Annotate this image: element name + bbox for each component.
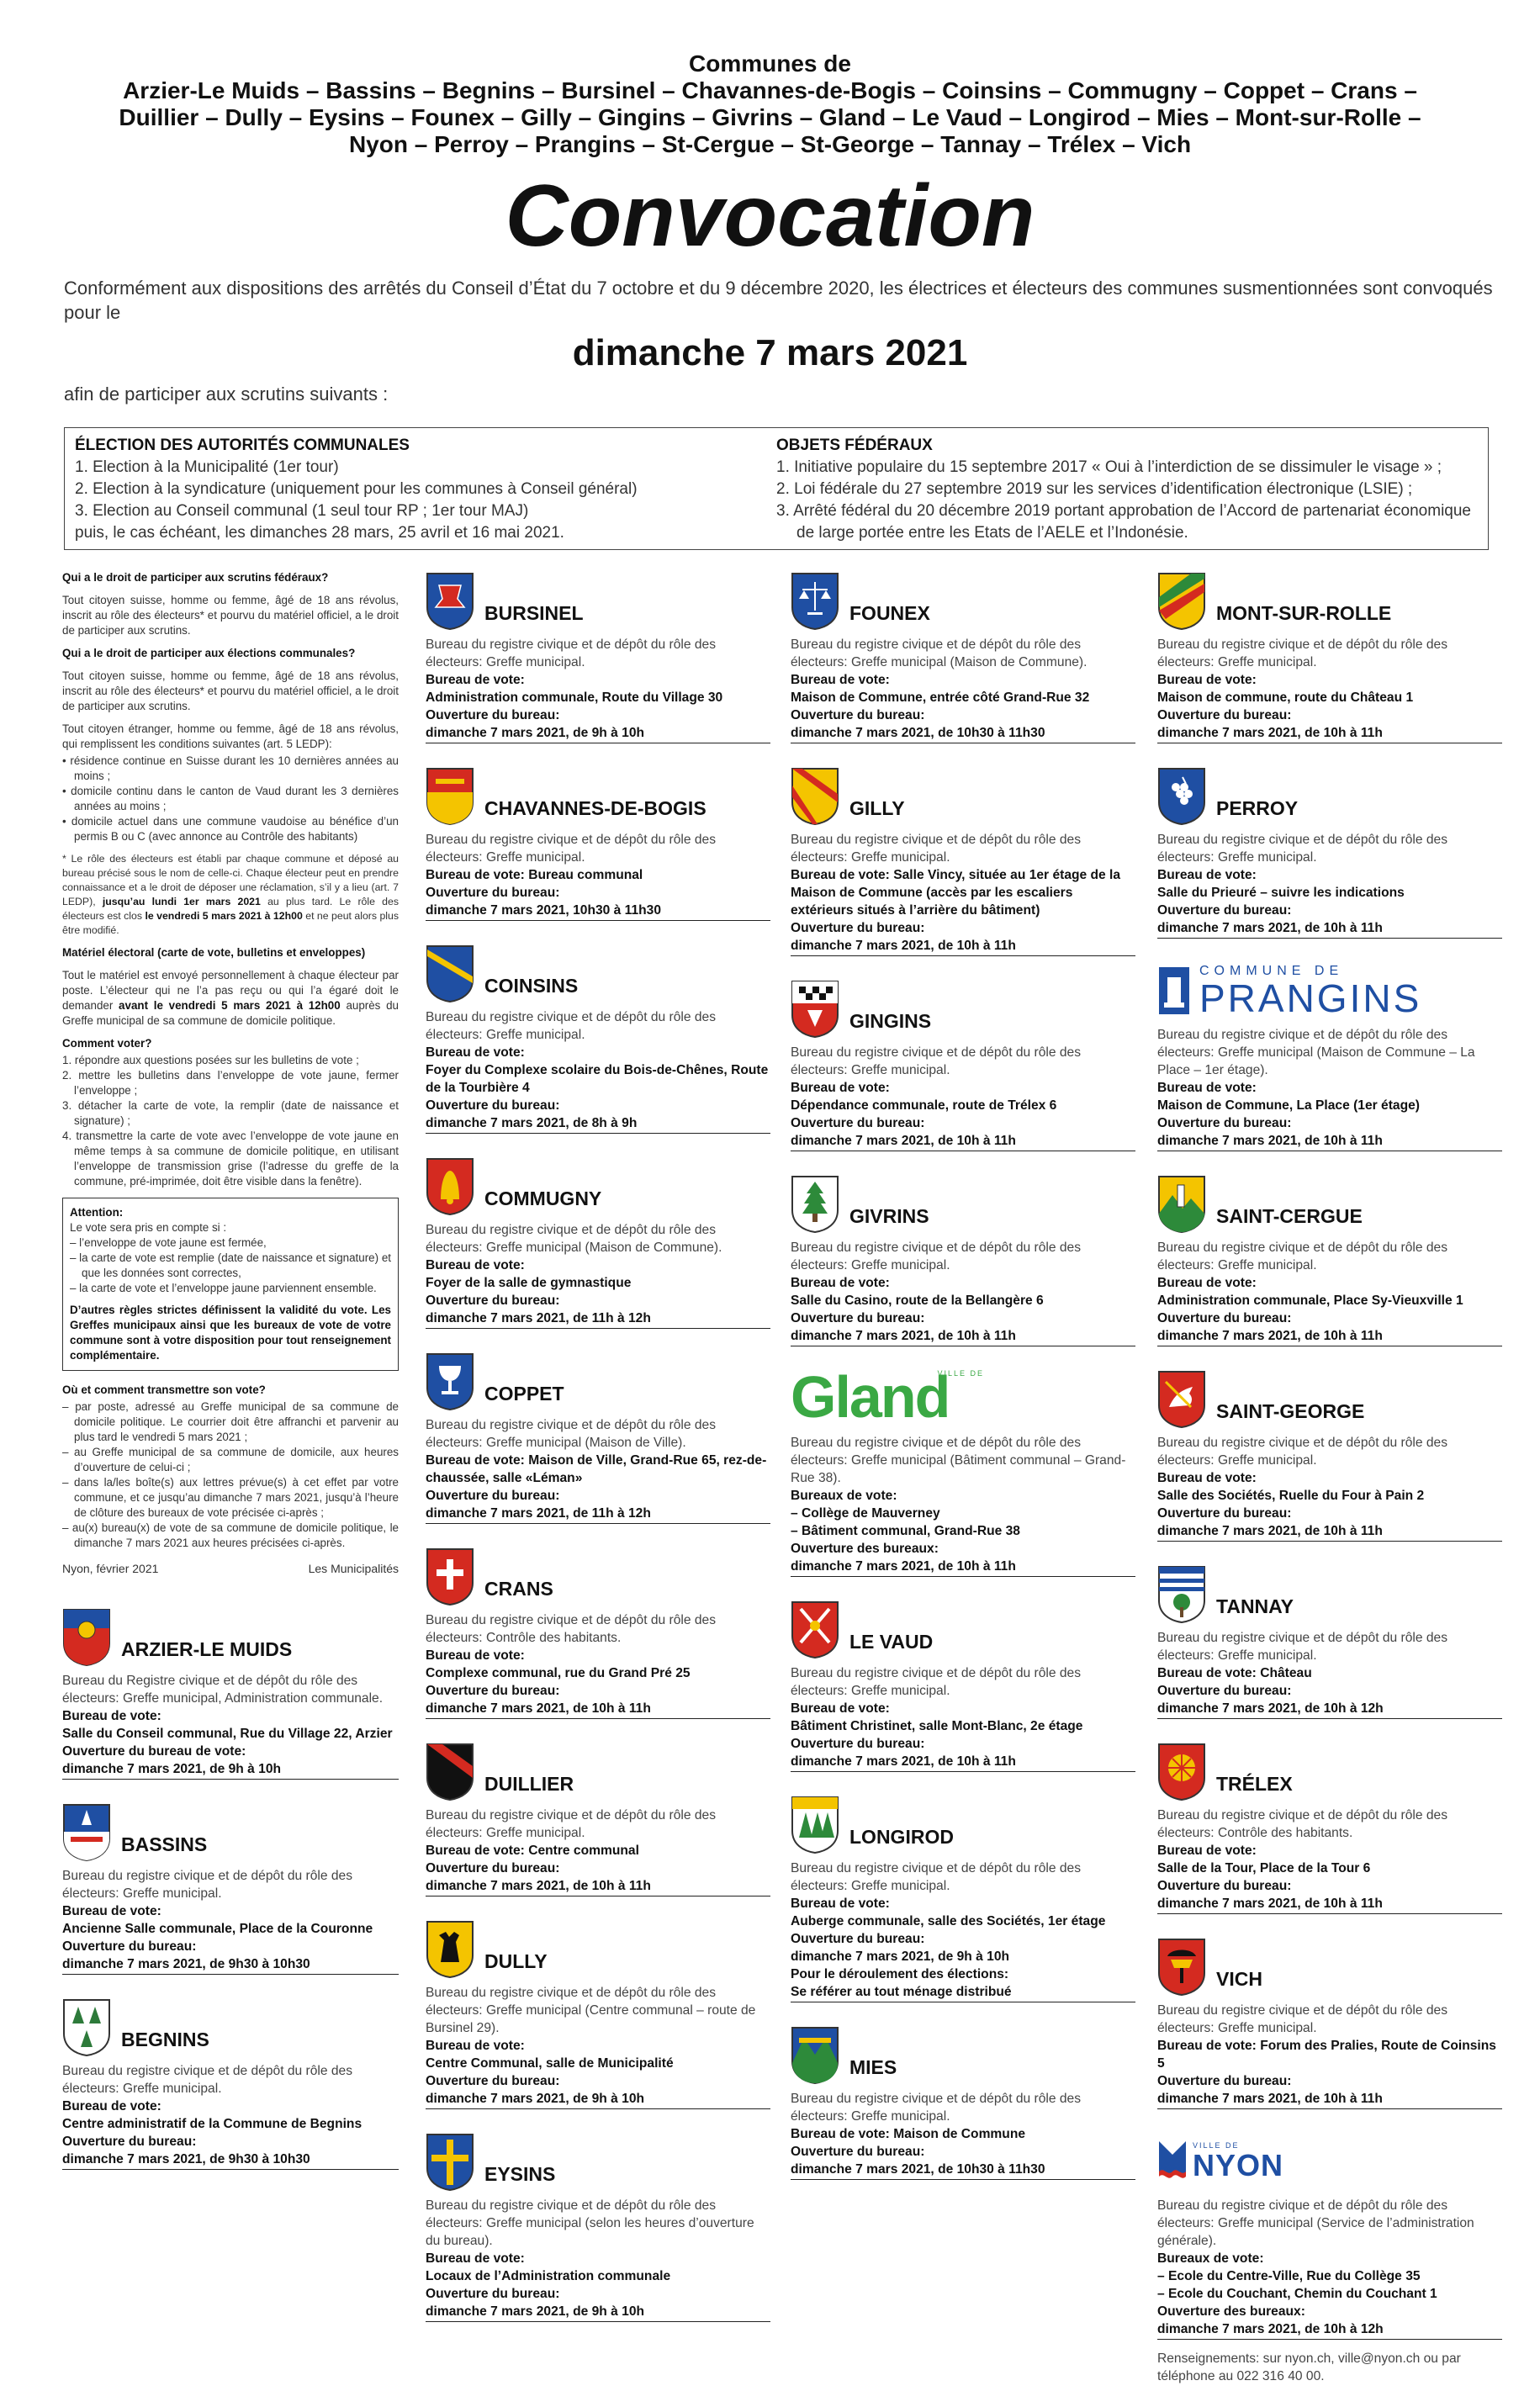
gland-logo-small: VILLE DE: [937, 1369, 984, 1378]
question: Qui a le droit de participer aux élections communales?: [62, 647, 356, 659]
commune-duillier: DUILLIER Bureau du registre civique et de dépôt du rôle des électeurs: Greffe municipal. Bureau de vote: Centre communal Ouverture du bureau: dimanche 7 mars 2021, de 10h à 11h: [426, 1741, 770, 1897]
levaud-crest-icon: [791, 1600, 839, 1659]
commune-name: GIVRINS: [849, 1205, 929, 1227]
header: [50, 50, 1490, 266]
montsurrolle-crest-icon: [1157, 572, 1206, 631]
mies-crest-icon: [791, 2026, 839, 2085]
federal-title: OBJETS FÉDÉRAUX: [776, 436, 933, 454]
commune-commugny: COMMUGNY Bureau du registre civique et de dépôt du rôle des électeurs: Greffe municipal (Maison de Commune). Bureau de vote: Foyer de la salle de gymnastique Ouverture du bureau: dimanche 7 mars 2021, de 11h à 12h: [426, 1156, 770, 1329]
gland-logo: [791, 1364, 1135, 1430]
founex-crest-icon: [791, 572, 839, 631]
question: Qui a le droit de participer aux scrutins fédéraux?: [62, 571, 329, 584]
nyon-logo: [1157, 2131, 1502, 2192]
vote-date: dimanche 7 mars 2021: [572, 332, 968, 373]
commune-name: COINSINS: [484, 975, 579, 997]
commune-founex: FOUNEX Bureau du registre civique et de dépôt du rôle des électeurs: Greffe municipal (Maison de Commune). Bureau de vote: Maison de Commune, entrée côté Grand-Rue 32 Ouverture du bureau: dimanche 7 mars 2021, de 10h30 à 11h30: [791, 570, 1135, 743]
commune-name: BEGNINS: [121, 2029, 209, 2050]
commune-name: GINGINS: [849, 1010, 932, 1032]
givrins-crest-icon: [791, 1175, 839, 1234]
commune-name: VICH: [1216, 1968, 1262, 1990]
commune-montsurrolle: MONT-SUR-ROLLE Bureau du registre civique et de dépôt du rôle des électeurs: Greffe municipal. Bureau de vote: Maison de commune, route du Château 1 Ouverture du bureau: dimanche 7 mars 2021, de 10h à 11h: [1157, 570, 1502, 743]
answer: Tout citoyen suisse, homme ou femme, âgé de 18 ans révolus, inscrit au rôle des électeurs* et pourvu du matériel officiel, a le droit de participer aux scrutins.: [62, 669, 399, 712]
communal-item: 1. Election à la Municipalité (1er tour): [75, 458, 339, 476]
longirod-crest-icon: [791, 1796, 839, 1854]
commune-name: SAINT-CERGUE: [1216, 1205, 1363, 1227]
answer: Tout le matériel est envoyé personnellement à chaque électeur par poste. L’électeur qui ne l’a pas reçu ou qui l’a égaré doit le demander avant le vendredi 5 mars 2021 à 12h00 auprès du Greffe municipal de sa commune de domicile politique.: [62, 969, 399, 1027]
commune-levaud: LE VAUD Bureau du registre civique et de dépôt du rôle des électeurs: Greffe municipal. Bureau de vote: Bâtiment Christinet, salle Mont-Blanc, 2e étage Ouverture du bureau: dimanche 7 mars 2021, de 10h à 11h: [791, 1599, 1135, 1772]
question: Où et comment transmettre son vote?: [62, 1383, 266, 1396]
commune-name: BASSINS: [121, 1833, 208, 1855]
commune-givrins: GIVRINS Bureau du registre civique et de dépôt du rôle des électeurs: Greffe municipal. Bureau de vote: Salle du Casino, route de la Bellangère 6 Ouverture du bureau: dimanche 7 mars 2021, de 10h à 11h: [791, 1173, 1135, 1346]
saintcergue-crest-icon: [1157, 1175, 1206, 1234]
page-title: Convocation: [505, 167, 1035, 265]
commune-name: MIES: [849, 2056, 897, 2078]
gland-logo-text: Gland: [791, 1364, 950, 1430]
answer: Tout citoyen suisse, homme ou femme, âgé de 18 ans révolus, inscrit au rôle des électeurs* et pourvu du matériel officiel, a le droit de participer aux scrutins.: [62, 594, 399, 637]
communal-elections: [75, 435, 776, 542]
attention-item: – la carte de vote et l’enveloppe jaune parviennent ensemble.: [70, 1282, 377, 1294]
nyon-logo-icon: [1157, 2138, 1188, 2185]
condition-item: • domicile continu dans le canton de Vaud durant les 3 dernières années au moins ;: [62, 785, 399, 812]
commune-name: DULLY: [484, 1950, 548, 1972]
attention-note: D’autres règles strictes définissent la validité du vote. Les Greffes municipaux ainsi que les bureaux de vote de votre commune sont à votre disposition pour tout renseignement complémentaire.: [70, 1304, 391, 1362]
communal-item: 2. Election à la syndicature (uniquement pour les communes à Conseil général): [75, 480, 638, 498]
chavannes-crest-icon: [426, 767, 474, 826]
info-block: [62, 570, 399, 1576]
begnins-crest-icon: [62, 1998, 111, 2057]
nyon-logo-text: NYON: [1193, 2148, 1284, 2182]
attention-intro: Le vote sera pris en compte si :: [70, 1221, 227, 1234]
crans-crest-icon: [426, 1547, 474, 1606]
commune-name: SAINT-GEORGE: [1216, 1400, 1365, 1422]
commune-name: EYSINS: [484, 2163, 556, 2185]
commune-name: CRANS: [484, 1578, 553, 1600]
question: Matériel électoral (carte de vote, bulletins et enveloppes): [62, 946, 366, 959]
transmit-item: – dans la/les boîte(s) aux lettres prévue(s) à cet effet par votre commune, et ce jusqu’au dimanche 7 mars 2021, jusqu’à l’heure de clôture des bureaux de vote précisée ci-après ;: [62, 1476, 399, 1519]
commugny-crest-icon: [426, 1157, 474, 1216]
communal-title: ÉLECTION DES AUTORITÉS COMMUNALES: [75, 436, 410, 454]
attention-title: Attention:: [70, 1206, 124, 1219]
nyon-logo-small: VILLE DE: [1193, 2141, 1240, 2150]
federal-item: 2. Loi fédérale du 27 septembre 2019 sur les services d’identification électronique (LSIE) ;: [776, 480, 1413, 498]
column-info: [62, 570, 399, 2192]
prangins-logo-text: PRANGINS: [1199, 976, 1422, 1020]
signature: [62, 1561, 399, 1576]
commune-bursinel: BURSINEL Bureau du registre civique et de dépôt du rôle des électeurs: Greffe municipal. Bureau de vote: Administration communale, Route du Village 30 Ouverture du bureau: dimanche 7 mars 2021, de 9h à 10h: [426, 570, 770, 743]
commune-name: MONT-SUR-ROLLE: [1216, 602, 1392, 624]
commune-name: COMMUGNY: [484, 1188, 602, 1209]
communal-note: puis, le cas échéant, les dimanches 28 mars, 25 avril et 16 mai 2021.: [75, 524, 564, 542]
signature-place: Nyon, février 2021: [62, 1562, 159, 1575]
commune-name: FOUNEX: [849, 602, 930, 624]
prangins-logo-icon: [1157, 965, 1191, 1016]
bassins-crest-icon: [62, 1803, 111, 1862]
commune-arzier: ARZIER-LE MUIDS Bureau du Registre civique et de dépôt du rôle des électeurs: Greffe municipal, Administration communale. Bureau de vote: Salle du Conseil communal, Rue du Village 22, Arzier Ouverture du bureau de vote: dimanche 7 mars 2021, de 9h à 10h: [62, 1606, 399, 1780]
signature-signed: Les Municipalités: [308, 1562, 399, 1575]
communal-item: 3. Election au Conseil communal (1 seul tour RP ; 1er tour MAJ): [75, 502, 529, 520]
trelex-crest-icon: [1157, 1743, 1206, 1801]
transmit-item: – au(x) bureau(x) de vote de sa commune de domicile politique, le dimanche 7 mars 2021 aux heures précisées ci-après.: [62, 1521, 399, 1549]
coppet-crest-icon: [426, 1352, 474, 1411]
commune-chavannes: CHAVANNES-DE-BOGIS Bureau du registre civique et de dépôt du rôle des électeurs: Greffe municipal. Bureau de vote: Bureau communal Ouverture du bureau: dimanche 7 mars 2021, 10h30 à 11h30: [426, 765, 770, 921]
coinsins-crest-icon: [426, 944, 474, 1003]
commune-name: PERROY: [1216, 797, 1299, 819]
attention-box: [62, 1198, 399, 1371]
commune-name: LE VAUD: [849, 1631, 934, 1653]
attention-item: – l’enveloppe de vote jaune est fermée,: [70, 1236, 267, 1249]
column-3: [791, 570, 1135, 2202]
communes-line-2: Duillier – Dully – Eysins – Founex – Gilly – Gingins – Givrins – Gland – Le Vaud – Longirod – Mies – Mont-sur-Rolle –: [119, 104, 1421, 130]
commune-saintcergue: SAINT-CERGUE Bureau du registre civique et de dépôt du rôle des électeurs: Greffe municipal. Bureau de vote: Administration communale, Place Sy-Vieuxville 1 Ouverture du bureau: dimanche 7 mars 2021, de 10h à 11h: [1157, 1173, 1502, 1346]
transmit-item: – au Greffe municipal de sa commune de domicile, aux heures d’ouverture de celui-ci ;: [62, 1446, 399, 1473]
commune-trelex: TRÉLEX Bureau du registre civique et de dépôt du rôle des électeurs: Contrôle des habitants. Bureau de vote: Salle de la Tour, Place de la Tour 6 Ouverture du bureau: dimanche 7 mars 2021, de 10h à 11h: [1157, 1741, 1502, 1914]
gilly-crest-icon: [791, 767, 839, 826]
federal-objects: [776, 435, 1478, 542]
federal-item: 1. Initiative populaire du 15 septembre 2017 « Oui à l’interdiction de se dissimuler le visage » ;: [776, 458, 1442, 476]
commune-coppet: COPPET Bureau du registre civique et de dépôt du rôle des électeurs: Greffe municipal (Maison de Ville). Bureau de vote: Maison de Ville, Grand-Rue 65, rez-de-chaussée, salle «Léman» Ouverture du bureau: dimanche 7 mars 2021, de 11h à 12h: [426, 1351, 770, 1524]
commune-nyon: VILLE DE NYON Bureau du registre civique et de dépôt du rôle des électeurs: Greffe municipal (Service de l’administration générale). Bureaux de vote: – Ecole du Centre-Ville, Rue du Collège 35 – Ecole du Couchant, Chemin du Couchant 1 Ouverture des bureaux: dimanche 7 mars 2021, de 10h à 12h Renseignements: sur nyon.ch, ville@nyon.ch ou par téléphone au 022 316 40 00.: [1157, 2131, 1502, 2385]
commune-bassins: BASSINS Bureau du registre civique et de dépôt du rôle des électeurs: Greffe municipal. Bureau de vote: Ancienne Salle communale, Place de la Couronne Ouverture du bureau: dimanche 7 mars 2021, de 9h30 à 10h30: [62, 1801, 399, 1975]
communes-line-1: Arzier-Le Muids – Bassins – Begnins – Bursinel – Chavannes-de-Bogis – Coinsins – Commugny – Coppet – Crans –: [123, 77, 1417, 103]
communes-line-3: Nyon – Perroy – Prangins – St-Cergue – St-George – Tannay – Trélex – Vich: [348, 131, 1192, 157]
step-item: 4. transmettre la carte de vote avec l’enveloppe de vote jaune en même temps à sa commune de domicile politique, en utilisant l’enveloppe de transmission grise (l’adresse du greffe de la commune, pré-imprimée, doit être visible dans la fenêtre).: [62, 1129, 399, 1188]
question: Comment voter?: [62, 1037, 152, 1050]
commune-gilly: GILLY Bureau du registre civique et de dépôt du rôle des électeurs: Greffe municipal. Bureau de vote: Salle Vincy, située au 1er étage de la Maison de Commune (accès par les escaliers extérieurs situés à l’arrière du bâtiment) Ouverture du bureau: dimanche 7 mars 2021, de 10h à 11h: [791, 765, 1135, 956]
perroy-crest-icon: [1157, 767, 1206, 826]
commune-eysins: EYSINS Bureau du registre civique et de dépôt du rôle des électeurs: Greffe municipal (selon les heures d’ouverture du bureau). Bureau de vote: Locaux de l’Administration communale Ouverture du bureau: dimanche 7 mars 2021, de 9h à 10h: [426, 2131, 770, 2322]
bursinel-crest-icon: [426, 572, 474, 631]
attention-item: – la carte de vote est remplie (date de naissance et signature) et que les données sont correctes,: [70, 1251, 391, 1279]
intro-after: afin de participer aux scrutins suivants :: [64, 384, 389, 405]
dully-crest-icon: [426, 1920, 474, 1979]
nyon-contact: Renseignements: sur nyon.ch, ville@nyon.ch ou par téléphone au 022 316 40 00.: [1157, 2351, 1461, 2383]
step-item: 3. détacher la carte de vote, la remplir (date de naissance et signature) ;: [62, 1099, 399, 1127]
commune-perroy: PERROY Bureau du registre civique et de dépôt du rôle des électeurs: Greffe municipal. Bureau de vote: Salle du Prieuré – suivre les indications Ouverture du bureau: dimanche 7 mars 2021, de 10h à 11h: [1157, 765, 1502, 939]
commune-begnins: BEGNINS Bureau du registre civique et de dépôt du rôle des électeurs: Greffe municipal. Bureau de vote: Centre administratif de la Commune de Begnins Ouverture du bureau: dimanche 7 mars 2021, de 9h30 à 10h30: [62, 1997, 399, 2170]
commune-vich: VICH Bureau du registre civique et de dépôt du rôle des électeurs: Greffe municipal. Bureau de vote: Forum des Pralies, Route de Coinsins 5 Ouverture du bureau: dimanche 7 mars 2021, de 10h à 11h: [1157, 1936, 1502, 2109]
commune-tannay: TANNAY Bureau du registre civique et de dépôt du rôle des électeurs: Greffe municipal. Bureau de vote: Château Ouverture du bureau: dimanche 7 mars 2021, de 10h à 12h: [1157, 1563, 1502, 1719]
commune-name: TANNAY: [1216, 1595, 1294, 1617]
commune-longirod: LONGIROD Bureau du registre civique et de dépôt du rôle des électeurs: Greffe municipal. Bureau de vote: Auberge communale, salle des Sociétés, 1er étage Ouverture du bureau: dimanche 7 mars 2021, de 9h à 10h Pour le déroulement des élections: Se référer au tout ménage distribué: [791, 1794, 1135, 2002]
step-item: 1. répondre aux questions posées sur les bulletins de vote ;: [62, 1054, 359, 1066]
scrutins-box: [64, 427, 1489, 550]
commune-name: DUILLIER: [484, 1773, 574, 1795]
commune-name: COPPET: [484, 1383, 564, 1405]
column-4: [1157, 570, 1502, 2407]
tannay-crest-icon: [1157, 1565, 1206, 1624]
arzier-crest-icon: [62, 1608, 111, 1667]
transmit-item: – par poste, adressé au Greffe municipal de sa commune de domicile politique. Le courrier doit être affranchi et parvenir au plus tard le vendredi 5 mars 2021 ;: [62, 1400, 399, 1443]
step-item: 2. mettre les bulletins dans l’enveloppe de vote jaune, fermer l’enveloppe ;: [62, 1069, 399, 1097]
prangins-logo: [1157, 960, 1502, 1021]
condition-item: • domicile actuel dans une commune vaudoise au bénéfice d’un permis B ou C (avec annonce au Contrôle des habitants): [62, 815, 399, 843]
vich-crest-icon: [1157, 1938, 1206, 1997]
commune-name: GILLY: [849, 797, 905, 819]
commune-saintgeorge: SAINT-GEORGE Bureau du registre civique et de dépôt du rôle des électeurs: Greffe municipal. Bureau de vote: Salle des Sociétés, Ruelle du Four à Pain 2 Ouverture du bureau: dimanche 7 mars 2021, de 10h à 11h: [1157, 1368, 1502, 1542]
commune-dully: DULLY Bureau du registre civique et de dépôt du rôle des électeurs: Greffe municipal (Centre communal – route de Bursinel 29). Bureau de vote: Centre Communal, salle de Municipalité Ouverture du bureau: dimanche 7 mars 2021, de 9h à 10h: [426, 1918, 770, 2109]
answer: Tout citoyen étranger, homme ou femme, âgé de 18 ans révolus, qui remplissent les conditions suivantes (art. 5 LEDP):: [62, 722, 399, 750]
footnote: * Le rôle des électeurs est établi par chaque commune et déposé au bureau précisé sous le nom de celle-ci. Chaque électeur peut en prendre connaissance et a le droit de déposer une réclamation, s’il y a lieu (art. 7 LEDP), jusqu’au lundi 1er mars 2021 au plus tard. Le rôle des électeurs est clos le vendredi 5 mars 2021 à 12h00 et ne peut alors plus être modifié.: [62, 853, 400, 936]
commune-name: ARZIER-LE MUIDS: [121, 1638, 293, 1660]
commune-mies: MIES Bureau du registre civique et de dépôt du rôle des électeurs: Greffe municipal. Bureau de vote: Maison de Commune Ouverture du bureau: dimanche 7 mars 2021, de 10h30 à 11h30: [791, 2024, 1135, 2180]
commune-name: BURSINEL: [484, 602, 584, 624]
commune-gland: VILLE DE Gland Bureau du registre civique et de dépôt du rôle des électeurs: Greffe municipal (Bâtiment communal – Grand-Rue 38). Bureaux de vote: – Collège de Mauverney – Bâtiment communal, Grand-Rue 38 Ouverture des bureaux: dimanche 7 mars 2021, de 10h à 11h: [791, 1368, 1135, 1577]
commune-name: LONGIROD: [849, 1826, 954, 1848]
commune-crans: CRANS Bureau du registre civique et de dépôt du rôle des électeurs: Contrôle des habitants. Bureau de vote: Complexe communal, rue du Grand Pré 25 Ouverture du bureau: dimanche 7 mars 2021, de 10h à 11h: [426, 1546, 770, 1719]
gingins-crest-icon: [791, 980, 839, 1039]
intro-text: Conformément aux dispositions des arrêtés du Conseil d’État du 7 octobre et du 9 décembre 2020, les électrices et électeurs des communes susmentionnées sont convoqués pour le: [64, 278, 1493, 323]
eysins-crest-icon: [426, 2133, 474, 2192]
prangins-logo-small: COMMUNE DE: [1199, 964, 1344, 978]
commune-name: CHAVANNES-DE-BOGIS: [484, 797, 706, 819]
condition-item: • résidence continue en Suisse durant les 10 dernières années au moins ;: [62, 754, 399, 782]
column-2: [426, 570, 770, 2344]
commune-prangins: COMMUNE DE PRANGINS Bureau du registre civique et de dépôt du rôle des électeurs: Greffe municipal (Maison de Commune – La Place – 1er étage). Bureau de vote: Maison de Commune, La Place (1er étage) Ouverture du bureau: dimanche 7 mars 2021, de 10h à 11h: [1157, 960, 1502, 1151]
commune-gingins: GINGINS Bureau du registre civique et de dépôt du rôle des électeurs: Greffe municipal. Bureau de vote: Dépendance communale, route de Trélex 6 Ouverture du bureau: dimanche 7 mars 2021, de 10h à 11h: [791, 978, 1135, 1151]
communes-title: Communes de: [689, 50, 851, 77]
duillier-crest-icon: [426, 1743, 474, 1801]
commune-name: TRÉLEX: [1216, 1773, 1293, 1795]
saintgeorge-crest-icon: [1157, 1370, 1206, 1429]
commune-coinsins: COINSINS Bureau du registre civique et de dépôt du rôle des électeurs: Greffe municipal. Bureau de vote: Foyer du Complexe scolaire du Bois-de-Chênes, Route de la Tourbière 4 Ouverture du bureau: dimanche 7 mars 2021, de 8h à 9h: [426, 943, 770, 1134]
federal-item: 3. Arrêté fédéral du 20 décembre 2019 portant approbation de l’Accord de partenariat économique de large portée entre les Etats de l’AELE et l’Indonésie.: [776, 502, 1471, 542]
